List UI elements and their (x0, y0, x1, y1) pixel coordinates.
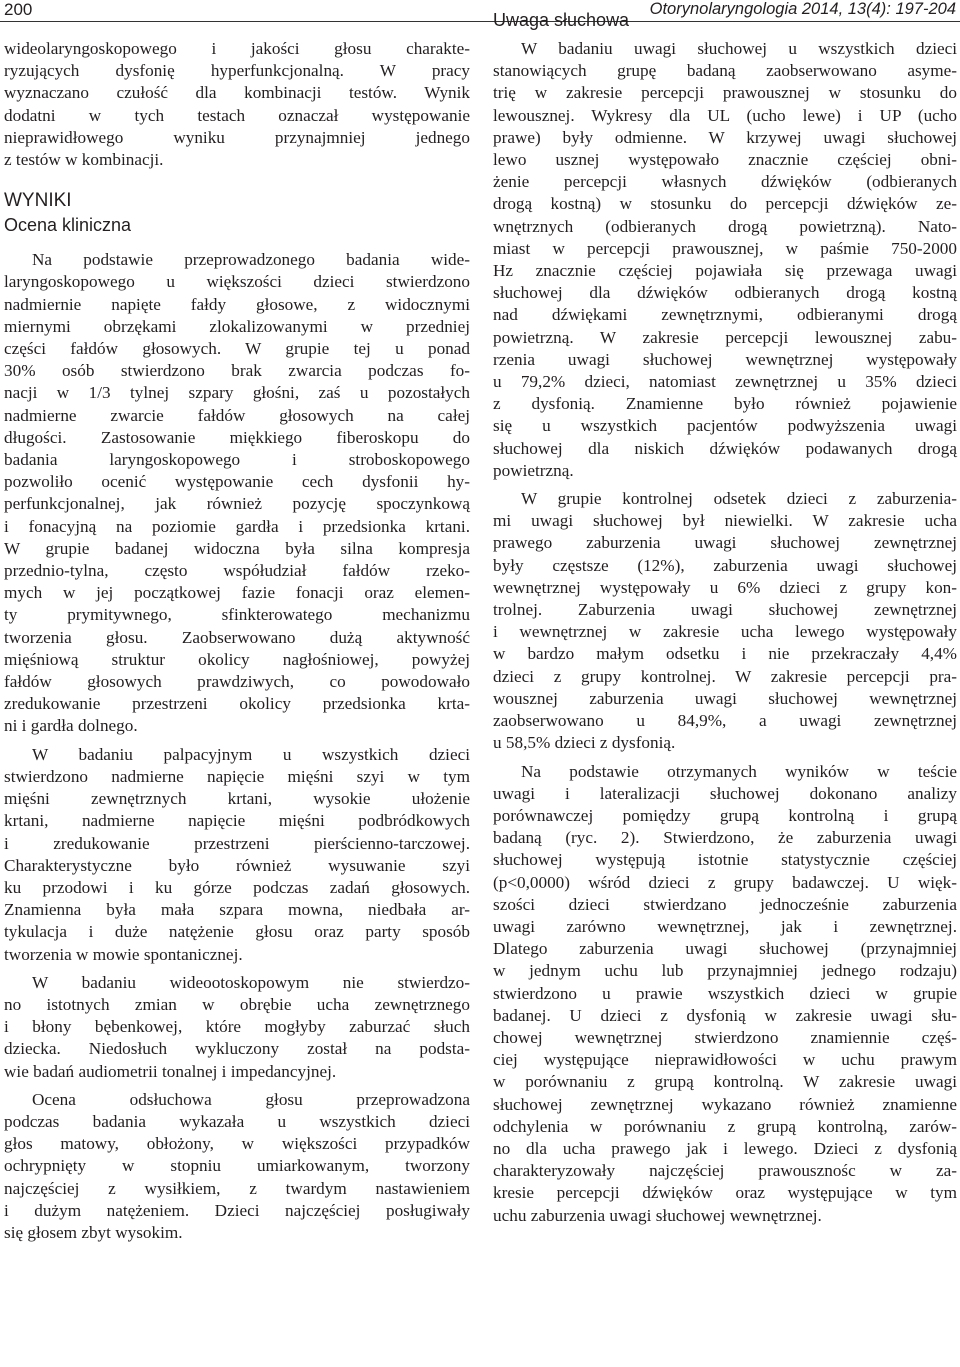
text-line: wousznej zaburzenia uwagi słuchowej wewnętrznej (493, 688, 957, 708)
text-line: pozwoliło ocenić występowanie cech dysfonii hy- (4, 472, 470, 492)
paragraph-control-group (493, 488, 957, 754)
text-line: no dla ucha prawego jak i lewego. Dzieci z dysfonią (493, 1138, 957, 1158)
text-line: chowej wewnętrznej stwierdzono znamiennie częś- (493, 1027, 957, 1047)
text-line: Na podstawie otrzymanych wyników w teście (521, 761, 957, 781)
right-column (493, 10, 957, 1227)
text-line: nad dźwiękami zewnętrznymi, odbieranymi drogą (493, 305, 957, 325)
text-line: się u wszystkich pacjentów podwyższenia uwagi (493, 416, 957, 436)
text-line: kresie percepcji dźwięków oraz występujące w tym (493, 1183, 957, 1203)
text-line: żenie percepcji własnych dźwięków (odbieranych (493, 172, 957, 192)
text-line: uwagi zarówno wewnętrznej, jak i zewnętrznej. (493, 916, 957, 936)
text-line: tworzenia głosu. Zaobserwowano dużą aktywność (4, 627, 470, 647)
text-line: lewo usznej występowało znacznie częściej obni- (493, 150, 957, 170)
text-line: z dysfonią. Znamienne było również pojawienie (493, 394, 957, 414)
text-line: mi uwagi słuchowej był niewielki. W zakresie ucha (493, 511, 957, 531)
text-line: W badaniu uwagi słuchowej u wszystkich dzieci (521, 39, 957, 58)
text-line: i fonacyjną na poziomie gardła i przedsionka krtani. (4, 516, 470, 536)
text-line: lewousznej. Wykresy dla UL (ucho lewe) i UP (ucho (493, 105, 957, 125)
text-line: głos matowy, obłożony, w większości przypadków (4, 1134, 470, 1154)
text-line: długości. Zastosowanie miękkiego fiberoskopu do (4, 427, 470, 447)
text-line: odchylenia w porównaniu z grupą kontrolną, zarów- (493, 1116, 957, 1136)
text-line: nieprawidłowego wyniku przynajmniej jednego (4, 127, 470, 147)
text-line: i błony bębenkowej, które mogłyby zaburzać słuch (4, 1017, 470, 1037)
text-line: ochrypnięty w stopniu umiarkowanym, tworzony (4, 1156, 470, 1176)
text-line: tykulacja i duże natężenie głosu oraz party sposób (4, 922, 470, 942)
text-line: słuchowej zewnętrznej wykazano również znamienne (493, 1094, 957, 1114)
text-line: badaną (ryc. 2). Stwierdzono, że zaburzenia uwagi (493, 828, 957, 848)
text-line: wideolaryngoskopowego i jakości głosu charakte- (4, 39, 470, 58)
subheading-auditory-attention: Uwaga słuchowa (493, 10, 630, 30)
text-line: ku przodowi i ku górze podczas zadań głosowych. (4, 877, 470, 897)
text-line: wewnętrznej występowały u 6% dzieci z grupy kon- (493, 577, 957, 597)
text-line: nacji w 1/3 tylnej szpary głośni, zaś u pozostałych (4, 383, 470, 403)
text-line: mięśniową struktur okolicy nagłośniowej, powyżej (4, 649, 470, 669)
text-line: wyznaczano czułość dla kombinacji testów. Wynik (4, 83, 470, 103)
text-line: trolnej. Zaburzenia uwagi słuchowej zewnętrznej (493, 600, 957, 620)
text-line: części fałdów głosowych. W grupie tej u ponad (4, 339, 470, 359)
left-column (4, 38, 470, 1244)
text-line: Charakterystyczne było również wysuwanie szyi (4, 855, 470, 875)
text-line: w bardzo małym odsetku i nie przekraczały 4,4% (493, 644, 957, 664)
text-line: powietrzną. W zakresie percepcji lewousznej zabu- (493, 327, 957, 347)
text-line: dziecka. Niedosłuch wykluczony został na podsta- (4, 1039, 470, 1059)
text-line: ciej występujące nieprawidłowości w uchu prawym (493, 1050, 957, 1070)
text-line: stwierdzono u prawie wszystkich dzieci w grupie (493, 983, 957, 1003)
text-line: szości dzieci stwierdzano jednocześnie zaburzenia (493, 894, 957, 914)
journal-citation: Otorynolaryngologia 2014, 13(4): 197-204 (649, 0, 956, 18)
text-line: wnętrznych (odbieranych drogą powietrzną). Nato- (493, 216, 957, 236)
text-line: ty prymitywnego, sfinkterowatego mechanizmu (4, 605, 470, 625)
text-line: słuchowej występują istotnie statystycznie częściej (493, 850, 957, 870)
text-line: rzenia uwagi słuchowej wewnętrznej występowały (493, 349, 957, 369)
text-line: Ocena odsłuchowa głosu przeprowadzona (32, 1089, 470, 1109)
text-line: charakteryzowały najczęściej prawousznośc w za- (493, 1161, 957, 1181)
text-line: słuchowej dla niskich dźwięków podawanych drogą (493, 438, 957, 458)
text-line: najczęściej z wysiłkiem, z twardym nastawieniem (4, 1178, 470, 1198)
text-line: się głosem zbyt wysokim. (4, 1222, 183, 1242)
text-line: zredukowanie przestrzeni okolicy przedsionka krta- (4, 694, 470, 714)
text-line: u 79,2% dzieci, natomiast zewnętrznej u 35% dzieci (493, 372, 957, 392)
text-line: laryngoskopowego u większości dzieci stwierdzono (4, 272, 470, 292)
text-line: W badaniu wideootoskopowym nie stwierdzo- (32, 972, 470, 992)
text-line: ryzujących dysfonię hyperfunkcjonalną. W pracy (4, 61, 470, 81)
text-line: w porównaniu z grupą kontrolną. W zakresie uwagi (493, 1072, 957, 1092)
text-line: Na podstawie przeprowadzonego badania wide- (32, 250, 470, 270)
text-line: miast w percepcji prawousznej, w paśmie 750-2000 (493, 238, 957, 258)
text-line: W grupie kontrolnej odsetek dzieci z zaburzenia- (521, 489, 957, 509)
text-line: ni i gardła dolnego. (4, 716, 138, 736)
text-line: Hz znacznie częściej pojawiała się przewaga uwagi (493, 261, 957, 281)
paragraph-auditory-attention (493, 38, 957, 482)
text-line: zaobserwowano u 84,9%, a uwagi zewnętrznej (493, 711, 957, 731)
text-line: w jednym uchu lub przynajmniej jednego rodzaju) (493, 961, 957, 981)
text-line: dodatni w tych testach oznaczał występowanie (4, 105, 470, 125)
text-line: tworzenia w mowie spontanicznej. (4, 944, 243, 964)
text-line: miernymi obrzękami zlokalizowanymi w przedniej (4, 316, 470, 336)
subheading-clinical: Ocena kliniczna (4, 215, 132, 236)
text-line: fałdów głosowych prawdziwych, co powodowało (4, 672, 470, 692)
text-line: i dużym natężeniem. Dzieci najczęściej posługiwały (4, 1200, 470, 1220)
text-line: porównawczej pomiędzy grupą kontrolną i grupą (493, 805, 957, 825)
text-line: wie badań audiometrii tonalnej i impedancyjnej. (4, 1061, 337, 1081)
text-line: powietrzną. (493, 460, 574, 480)
text-line: W grupie badanej widoczna była silna kompresja (4, 538, 470, 558)
text-line: mięśni zewnętrznych krtani, wysokie ułożenie (4, 789, 470, 809)
text-line: stanowiących grupę badaną zaobserwowano asyme- (493, 61, 957, 81)
text-line: stwierdzono nadmierne napięcie mięśni szyi w tym (4, 766, 470, 786)
text-line: nadmiernie napięte fałdy głosowe, z widocznymi (4, 294, 470, 314)
text-line: przednio-tylna, często współudział fałdów rzeko- (4, 561, 470, 581)
page-number: 200 (4, 0, 33, 19)
text-line: uchu zaburzenia uwagi słuchowej wewnętrznej. (493, 1205, 822, 1225)
text-line: trię w zakresie percepcji prawousznej w stosunku do (493, 83, 957, 103)
text-line: W badaniu palpacyjnym u wszystkich dzieci (32, 744, 470, 764)
text-line: mych w jej początkowej fazie fonacji oraz elemen- (4, 583, 470, 603)
text-line: (p<0,0000) wśród dzieci z grupy badawczej. U więk- (493, 872, 957, 892)
text-line: podczas badania wykazała u wszystkich dzieci (4, 1111, 470, 1131)
text-line: u 58,5% dzieci z dysfonią. (493, 733, 676, 753)
paragraph-palpation (4, 744, 470, 966)
text-line: z testów w kombinacji. (4, 150, 164, 170)
paragraph-laryngoscopy (4, 249, 470, 737)
paragraph-comparison (493, 761, 957, 1227)
text-line: badanej. U dzieci z dysfonią w zakresie uwagi słu- (493, 1005, 957, 1025)
text-line: dzieci z grupy kontrolnej. W zakresie percepcji pra- (493, 666, 957, 686)
text-line: słuchowej dla dźwięków odbieranych drogą kostną (493, 283, 957, 303)
text-line: nadmierne zwarcie fałdów głosowych na całej (4, 405, 470, 425)
text-line: i wewnętrznej w zakresie ucha lewego występowały (493, 622, 957, 642)
text-line: 30% osób stwierdzono brak zwarcia podczas fo- (4, 361, 470, 381)
text-line: krtani, nadmierne napięcie mięśni podbródkowych (4, 811, 470, 831)
paragraph-voice-assessment (4, 1089, 470, 1244)
text-line: prawego zaburzenia uwagi słuchowej zewnętrznej (493, 533, 957, 553)
text-line: i zredukowanie przestrzeni pierścienno-tarczowej. (4, 833, 470, 853)
text-line: drogą kostną) w stosunku do percepcji dźwięków ze- (493, 194, 957, 214)
text-line: no istotnych zmian w obrębie ucha zewnętrznego (4, 994, 470, 1014)
paragraph-otoscopy (4, 972, 470, 1083)
text-line: prawe) były odmienne. W krzywej uwagi słuchowej (493, 127, 957, 147)
intro-paragraph (4, 38, 470, 171)
text-line: perfunkcjonalnej, jak również pozycję spoczynkową (4, 494, 470, 514)
text-line: Dlatego zaburzenia uwagi słuchowej (przynajmniej (493, 939, 957, 959)
text-line: badania laryngoskopowego i stroboskopowego (4, 450, 470, 470)
text-line: były częstsze (12%), zaburzenia uwagi słuchowej (493, 555, 957, 575)
text-line: uwagi i lateralizacji słuchowej dokonano analizy (493, 783, 957, 803)
section-heading: WYNIKI (4, 190, 72, 212)
text-line: Znamienna była mała szpara mowna, niedbała ar- (4, 900, 470, 920)
